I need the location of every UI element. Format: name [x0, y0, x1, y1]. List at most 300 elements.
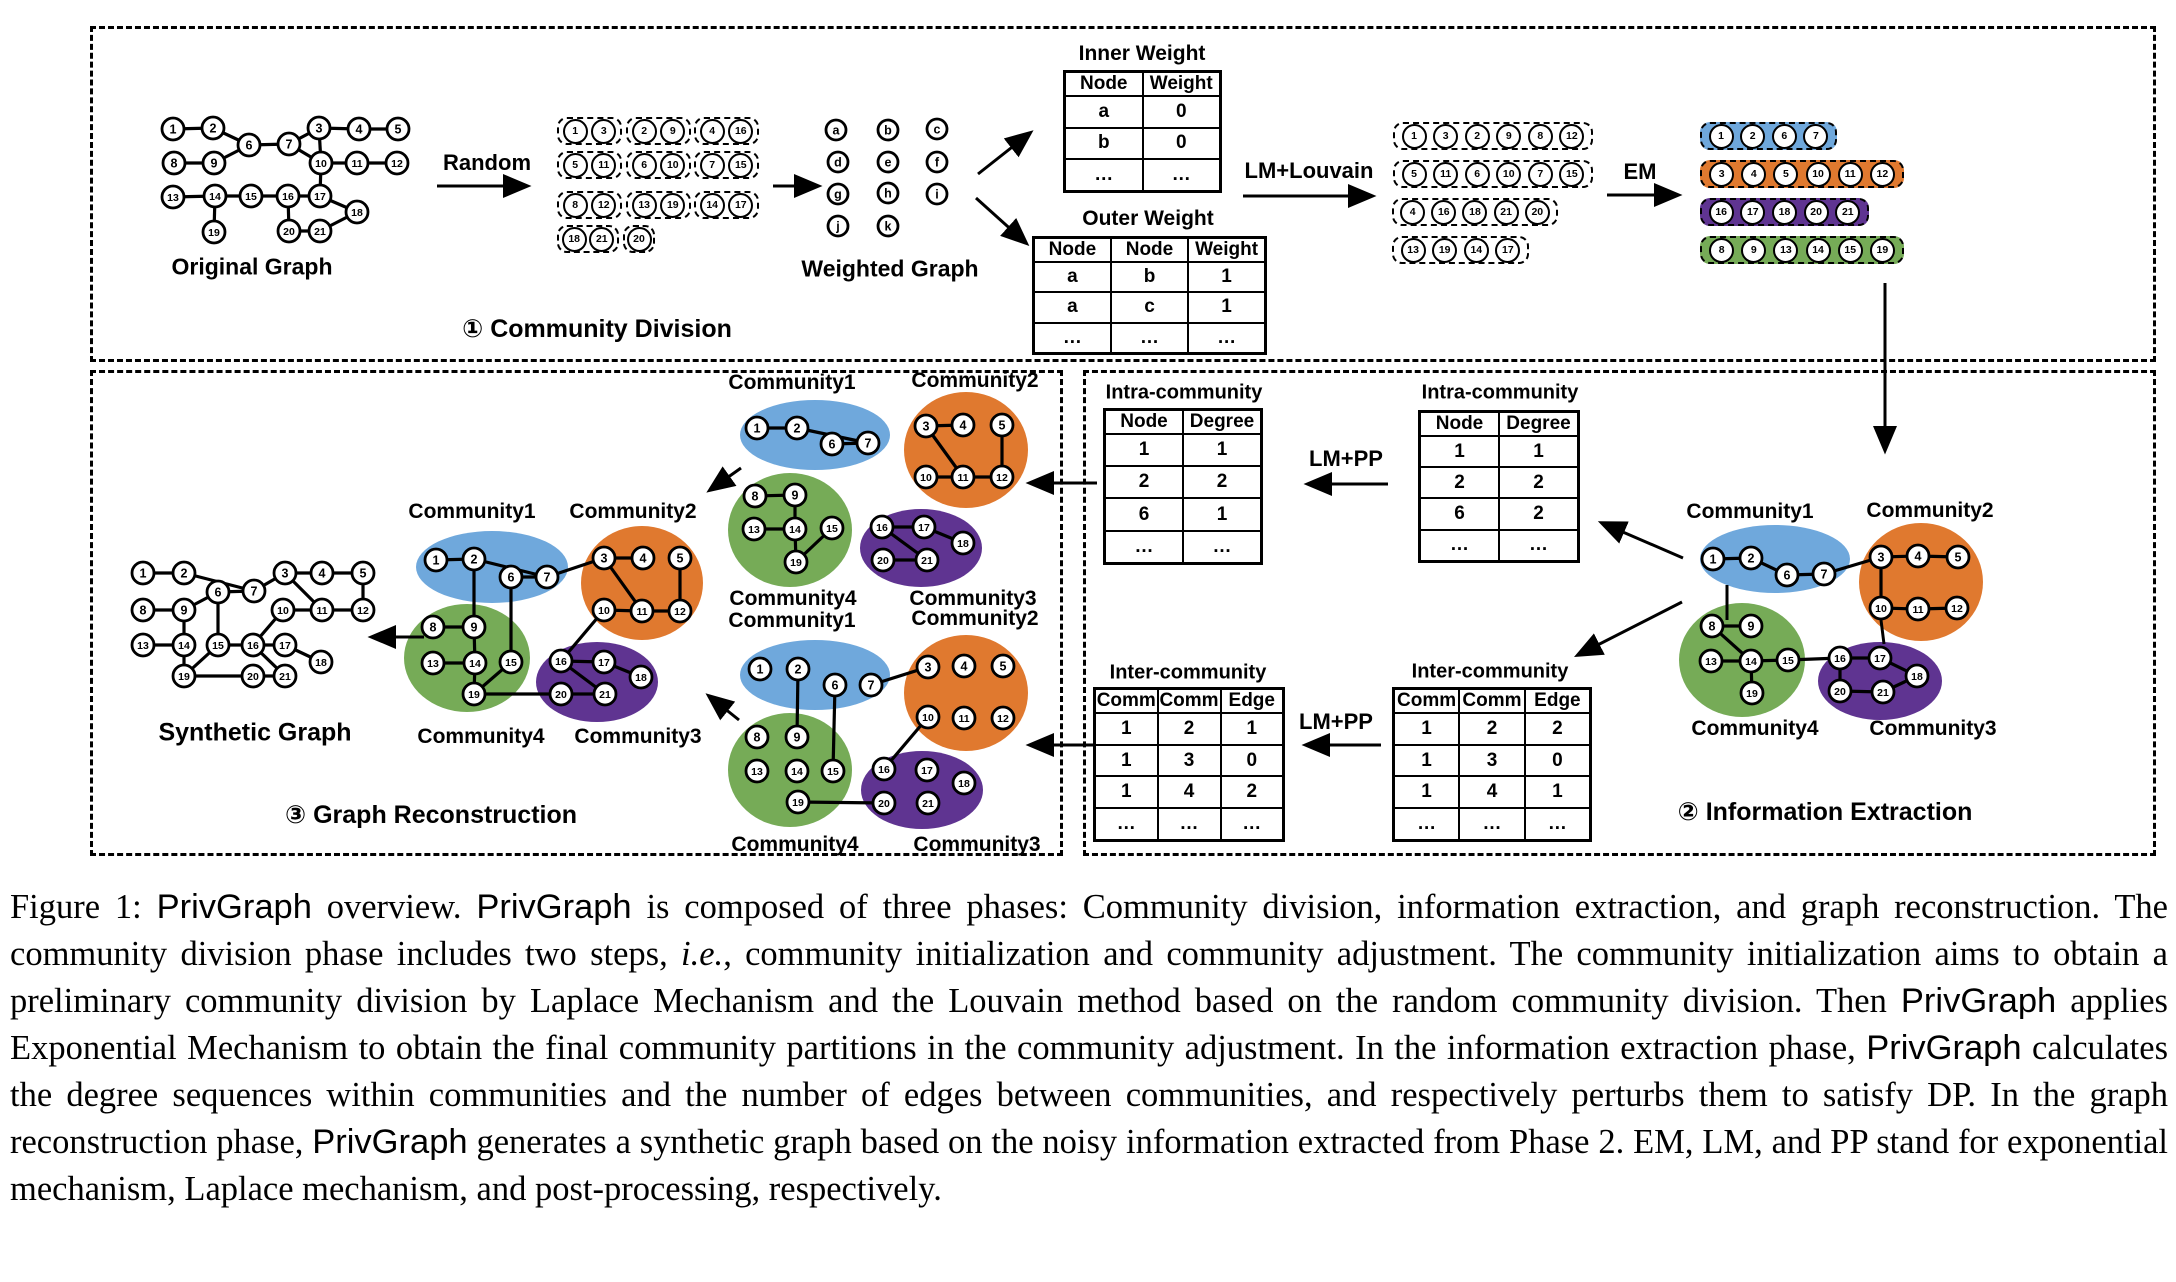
graph-node-label: 2 [1747, 551, 1755, 566]
graph-node-label: 8 [170, 156, 178, 171]
table-cell: 1 [1188, 262, 1265, 292]
phase2-community3-label: Community3 [1869, 717, 1997, 740]
table-cell: 2 [1499, 467, 1579, 498]
graph-node-label: 14 [789, 523, 801, 536]
graph-node-label: 14 [1745, 655, 1757, 668]
graph-node-label: 11 [958, 712, 970, 725]
node-chip: 9 [1741, 238, 1766, 263]
graph-node-label: 19 [178, 670, 190, 683]
graph-node-label: 18 [635, 671, 647, 684]
table-cell: b [1111, 262, 1188, 292]
caption-segment: i.e. [681, 935, 724, 973]
graph-node-label: 17 [314, 190, 326, 203]
node-chip: 12 [1870, 162, 1895, 187]
graph-node-label: 10 [920, 471, 932, 484]
graph-node-label: 2 [209, 121, 217, 136]
node-chip: 16 [1431, 200, 1456, 225]
graph-node-label: 12 [1951, 602, 1963, 615]
table-header-row [1095, 689, 1284, 714]
table-cell: 1 [1105, 434, 1184, 466]
inter-community-table-noisy [1093, 687, 1285, 842]
intra-right-title: Intra-community [1421, 381, 1579, 404]
table-row [1394, 808, 1591, 840]
graph-node-label: 14 [469, 657, 481, 670]
graph-node-label: 16 [878, 763, 890, 776]
phase3-title: ③ Graph Reconstruction [284, 801, 578, 829]
louvain-node-group [1392, 236, 1529, 264]
table-header-row [1065, 72, 1221, 97]
graph-node-label: 3 [600, 551, 608, 566]
node-chip: 16 [728, 119, 753, 144]
table-cell: 1 [1095, 776, 1158, 808]
table-cell: 0 [1525, 745, 1591, 777]
caption-segment: PrivGraph [1866, 1029, 2022, 1067]
table-header-cell: Weight [1188, 238, 1265, 263]
table-row [1105, 466, 1262, 498]
table-cell: 1 [1095, 745, 1158, 777]
node-chip: 21 [1494, 200, 1519, 225]
graph-node-label: 16 [555, 655, 567, 668]
graph-node-label: 8 [751, 489, 759, 504]
table-cell: 4 [1459, 776, 1525, 808]
node-chip: 6 [1772, 124, 1797, 149]
table-header-cell: Node [1111, 238, 1188, 263]
em-node-group [1700, 160, 1904, 188]
graph-node-label: 3 [315, 121, 323, 136]
table-cell: … [1095, 808, 1158, 840]
node-chip: 15 [728, 153, 753, 178]
node-chip: 11 [1838, 162, 1863, 187]
table-cell: … [1188, 323, 1265, 354]
graph-node-label: 12 [391, 157, 403, 170]
graph-node-label: 15 [505, 656, 517, 669]
table-row [1420, 467, 1579, 498]
node-chip: 13 [632, 193, 657, 218]
table-cell: a [1065, 96, 1143, 128]
graph-node-label: 4 [960, 659, 968, 674]
graph-node-label: 9 [210, 156, 218, 171]
table-header-row [1105, 410, 1262, 435]
graph-node-label: 9 [470, 620, 478, 635]
graph-node-label: 20 [247, 670, 259, 683]
graph-node-label: 17 [1874, 652, 1886, 665]
graph-node-label: 8 [1708, 619, 1716, 634]
table-cell: 1 [1525, 776, 1591, 808]
phase1-title: ① Community Division [462, 315, 732, 343]
caption-segment: , community initialization and community adjustment. The community initialization aims to obtain a preliminary community division by Laplace Mechanism and the Louvain method based on the random community division. Then [10, 935, 2168, 1020]
table-cell: 0 [1143, 128, 1221, 160]
node-chip: 21 [589, 227, 614, 252]
table-cell: … [1420, 530, 1500, 562]
phase2-community4-label: Community4 [1691, 717, 1819, 740]
node-chip: 17 [728, 193, 753, 218]
table-row [1105, 498, 1262, 530]
graph-node-label: 2 [794, 662, 802, 677]
table-header-cell: Node [1065, 72, 1143, 97]
node-chip: 10 [660, 153, 685, 178]
node-chip: 13 [1401, 238, 1426, 263]
table-cell: … [1183, 531, 1262, 564]
node-chip: 5 [1402, 162, 1427, 187]
table-header-cell: Comm [1159, 690, 1219, 711]
graph-node-label: 7 [864, 436, 872, 451]
graph-node-label: 11 [351, 157, 363, 170]
table-cell: 0 [1221, 745, 1284, 777]
graph-node-label: 9 [791, 488, 799, 503]
table-header-cell: Edge [1221, 689, 1284, 714]
graph-node-label: 16 [1834, 652, 1846, 665]
graph-node-label: 12 [357, 604, 369, 617]
table-header-cell: Degree [1183, 410, 1262, 435]
table-cell: … [1459, 808, 1525, 840]
graph-node-label: 9 [1747, 619, 1755, 634]
node-chip: 18 [1462, 200, 1487, 225]
graph-node-label: 6 [828, 437, 836, 452]
graph-node-label: 6 [245, 138, 253, 153]
table-row [1065, 128, 1221, 160]
graph-node-label: 14 [791, 765, 803, 778]
table-cell: 1 [1183, 434, 1262, 466]
outer-weight-table [1032, 236, 1267, 355]
node-chip: 12 [591, 193, 616, 218]
graph-node-label: 7 [1820, 567, 1828, 582]
inter-lm-pp-label: LM+PP [1299, 709, 1373, 734]
table-cell: 1 [1188, 292, 1265, 322]
random-node-group [626, 191, 691, 219]
table-header-cell: Weight [1143, 72, 1221, 97]
p3-intra-community2-label: Community2 [911, 369, 1039, 392]
node-chip: 20 [627, 227, 652, 252]
graph-node-label: 16 [876, 521, 888, 534]
p3-intra-community4-label: Community4 [729, 587, 857, 610]
graph-node-label: b [884, 123, 892, 138]
graph-node-label: 7 [285, 137, 293, 152]
node-chip: 3 [1433, 124, 1458, 149]
graph-node-label: 21 [279, 670, 291, 683]
table-row [1420, 530, 1579, 562]
graph-node-label: 7 [867, 678, 875, 693]
intra-community-table-noisy [1103, 408, 1263, 565]
graph-node-label: 6 [507, 570, 515, 585]
graph-node-label: 1 [139, 566, 147, 581]
table-cell: … [1158, 808, 1221, 840]
intra-lm-pp-label: LM+PP [1309, 446, 1383, 471]
graph-node-label: 19 [208, 226, 220, 239]
p3-inter-community4-label: Community4 [731, 833, 859, 856]
graph-node-label: 21 [314, 225, 326, 238]
graph-node-label: 12 [674, 605, 686, 618]
node-chip: 19 [660, 193, 685, 218]
graph-node-label: f [934, 155, 940, 170]
table-cell: … [1105, 531, 1184, 564]
combined-community1-label: Community1 [408, 500, 536, 523]
graph-node-label: 18 [315, 656, 327, 669]
graph-node-label: 5 [999, 659, 1007, 674]
table-cell: 1 [1095, 713, 1158, 745]
caption-segment: PrivGraph [312, 1123, 468, 1161]
graph-node-label: 17 [598, 656, 610, 669]
p3-inter-community3-label: Community3 [913, 833, 1041, 856]
graph-node-label: 5 [394, 122, 402, 137]
graph-node-label: 20 [555, 688, 567, 701]
graph-node-label: h [884, 186, 892, 201]
node-chip: 12 [1559, 124, 1584, 149]
figure-caption [10, 884, 2168, 1213]
graph-node-label: 20 [877, 554, 889, 567]
graph-node-label: 17 [921, 764, 933, 777]
node-chip: 2 [1740, 124, 1765, 149]
em-label: EM [1623, 159, 1657, 184]
p3-intra-community1-label: Community1 [728, 371, 856, 394]
phase2-title: ② Information Extraction [1677, 798, 1973, 826]
graph-node-label: 1 [1709, 552, 1717, 567]
node-chip: 1 [563, 119, 588, 144]
table-row [1420, 498, 1579, 529]
graph-node-label: 15 [827, 765, 839, 778]
random-node-group [557, 191, 622, 219]
node-chip: 11 [591, 153, 616, 178]
table-cell: 2 [1105, 466, 1184, 498]
node-chip: 8 [1528, 124, 1553, 149]
node-chip: 14 [700, 193, 725, 218]
phase2-community1-label: Community1 [1686, 500, 1814, 523]
node-chip: 9 [660, 119, 685, 144]
combined-community4-label: Community4 [417, 725, 545, 748]
phase2-community2-label: Community2 [1866, 499, 1994, 522]
graph-node-label: 21 [1877, 686, 1889, 699]
table-row [1095, 745, 1284, 777]
node-chip: 7 [700, 153, 725, 178]
table-cell: b [1065, 128, 1143, 160]
graph-node-label: 14 [209, 190, 221, 203]
node-chip: 9 [1496, 124, 1521, 149]
node-chip: 17 [1740, 200, 1765, 225]
graph-node-label: c [933, 122, 941, 137]
table-cell: … [1143, 159, 1221, 191]
table-cell: 2 [1499, 498, 1579, 529]
caption-segment: generates a synthetic graph based on the noisy information extracted from Phase 2. EM, LM, and PP stand for exponential mechanism, Laplace mechanism, and post-processing, respectively. [10, 1123, 2168, 1208]
em-node-group [1700, 236, 1904, 264]
table-row [1095, 713, 1284, 745]
graph-node-label: 15 [212, 639, 224, 652]
graph-node-label: 13 [751, 765, 763, 778]
node-chip: 16 [1709, 200, 1734, 225]
graph-node-label: 16 [247, 639, 259, 652]
graph-node-label: 3 [1877, 550, 1885, 565]
graph-node-label: 3 [922, 419, 930, 434]
node-chip: 7 [1803, 124, 1828, 149]
p3-inter-community2-label: Community2 [911, 607, 1039, 630]
graph-node-label: 10 [277, 604, 289, 617]
graph-node-label: 7 [543, 570, 551, 585]
graph-node-label: j [836, 219, 840, 234]
graph-node-label: 10 [315, 157, 327, 170]
table-header-cell: Node [1105, 410, 1184, 435]
table-cell: 0 [1143, 96, 1221, 128]
graph-node-label: 6 [831, 678, 839, 693]
node-chip: 11 [1433, 162, 1458, 187]
graph-node-label: 17 [918, 521, 930, 534]
node-chip: 13 [1773, 238, 1798, 263]
graph-node-label: 4 [1914, 549, 1922, 564]
graph-node-label: 4 [639, 551, 647, 566]
node-chip: 18 [562, 227, 587, 252]
table-cell: 1 [1183, 498, 1262, 530]
graph-node-label: 10 [1875, 602, 1887, 615]
graph-node-label: 18 [957, 537, 969, 550]
caption-segment: PrivGraph [476, 888, 632, 926]
table-cell: … [1499, 530, 1579, 562]
caption-segment: overview. [311, 888, 477, 926]
graph-node-label: 11 [636, 605, 648, 618]
node-chip: 17 [1495, 238, 1520, 263]
graph-node-label: 3 [924, 660, 932, 675]
node-chip: 19 [1870, 238, 1895, 263]
graph-node-label: 18 [1911, 670, 1923, 683]
graph-node-label: 13 [137, 639, 149, 652]
table-cell: 2 [1459, 713, 1525, 745]
table-cell: 1 [1394, 713, 1460, 745]
em-node-group [1700, 198, 1869, 226]
graph-node-label: 12 [996, 471, 1008, 484]
graph-node-label: 5 [1954, 550, 1962, 565]
random-node-group [626, 117, 691, 145]
table-row [1095, 776, 1284, 808]
graph-node-label: i [935, 187, 939, 202]
graph-node-label: 15 [1782, 654, 1794, 667]
graph-node-label: 8 [753, 730, 761, 745]
graph-node-label: 10 [922, 711, 934, 724]
node-chip: 7 [1528, 162, 1553, 187]
table-row [1065, 96, 1221, 128]
table-header-row [1394, 689, 1591, 714]
graph-node-label: 3 [281, 566, 289, 581]
random-node-group [694, 191, 759, 219]
em-node-group [1700, 122, 1837, 150]
graph-node-label: 12 [997, 712, 1009, 725]
table-cell: 3 [1158, 745, 1221, 777]
graph-node-label: 5 [359, 566, 367, 581]
graph-node-label: 1 [756, 662, 764, 677]
caption-segment: calculates the degree sequences within communities and the number of edges between communities, and respectively perturbs them to satisfy DP. In the graph reconstruction phase, [10, 1029, 2169, 1161]
louvain-node-group [1393, 122, 1593, 150]
random-node-group [694, 117, 759, 145]
table-cell: 1 [1420, 436, 1500, 467]
graph-node-label: 15 [826, 522, 838, 535]
table-header-cell: Comm [1459, 689, 1525, 714]
graph-node-label: 4 [355, 122, 363, 137]
graph-node-label: 13 [167, 191, 179, 204]
node-chip: 15 [1838, 238, 1863, 263]
graph-node-label: 20 [1834, 685, 1846, 698]
graph-node-label: 5 [676, 551, 684, 566]
random-node-group [623, 225, 655, 253]
graph-node-label: 19 [792, 796, 804, 809]
table-header-cell: Node [1420, 412, 1500, 437]
table-row [1105, 531, 1262, 564]
louvain-node-group [1393, 160, 1593, 188]
graph-node-label: 19 [468, 688, 480, 701]
node-chip: 14 [1464, 238, 1489, 263]
random-label: Random [443, 150, 531, 175]
random-node-group [694, 151, 759, 179]
node-chip: 3 [591, 119, 616, 144]
table-cell: 2 [1183, 466, 1262, 498]
table-row [1034, 323, 1266, 354]
table-cell: … [1525, 808, 1591, 840]
table-row [1095, 808, 1284, 840]
random-node-group [557, 225, 619, 253]
table-row [1065, 159, 1221, 191]
caption-segment: Figure 1: [10, 888, 157, 926]
inner-weight-table [1063, 70, 1222, 193]
inter-community-table [1392, 687, 1592, 842]
node-chip: 4 [700, 119, 725, 144]
node-chip: 1 [1709, 124, 1734, 149]
table-cell: … [1065, 159, 1143, 191]
table-cell: … [1394, 808, 1460, 840]
table-header-cell: Comm [1394, 689, 1460, 714]
node-chip: 6 [1465, 162, 1490, 187]
graph-node-label: g [834, 187, 842, 202]
caption-segment: applies Exponential Mechanism to obtain the final community partitions in the community adjustment. In the information extraction phase, [10, 982, 2168, 1067]
graph-node-label: 9 [180, 603, 188, 618]
random-node-group [557, 117, 622, 145]
table-cell: 4 [1158, 776, 1221, 808]
table-cell: 6 [1420, 498, 1500, 529]
graph-node-label: 1 [753, 421, 761, 436]
graph-node-label: 18 [958, 777, 970, 790]
table-cell: … [1111, 323, 1188, 354]
graph-node-label: 2 [180, 566, 188, 581]
random-node-group [626, 151, 691, 179]
graph-node-label: 11 [1912, 603, 1924, 616]
intra-left-title: Intra-community [1105, 381, 1263, 404]
graph-node-label: 21 [599, 688, 611, 701]
graph-node-label: 1 [432, 553, 440, 568]
synthetic-graph-label: Synthetic Graph [158, 718, 352, 747]
louvain-node-group [1392, 198, 1558, 226]
graph-node-label: 15 [245, 190, 257, 203]
table-header-cell: Node [1034, 238, 1111, 263]
graph-node-label: 4 [318, 566, 326, 581]
table-cell: 6 [1105, 498, 1184, 530]
node-chip: 19 [1432, 238, 1457, 263]
graph-node-label: 19 [790, 556, 802, 569]
table-cell: … [1034, 323, 1111, 354]
outer-weight-title: Outer Weight [1082, 207, 1214, 230]
node-chip: 18 [1772, 200, 1797, 225]
graph-node-label: a [832, 123, 840, 138]
graph-node-label: 13 [427, 657, 439, 670]
graph-node-label: 8 [139, 603, 147, 618]
node-chip: 4 [1400, 200, 1425, 225]
graph-node-label: 13 [748, 523, 760, 536]
graph-node-label: 18 [351, 206, 363, 219]
graph-node-label: 16 [282, 190, 294, 203]
graph-node-label: 11 [316, 604, 328, 617]
intra-community-table [1418, 410, 1580, 563]
graph-node-label: 20 [283, 225, 295, 238]
table-cell: 2 [1158, 713, 1221, 745]
node-chip: 5 [563, 153, 588, 178]
node-chip: 4 [1741, 162, 1766, 187]
node-chip: 2 [632, 119, 657, 144]
table-cell: 1 [1394, 745, 1460, 777]
caption-segment: is composed of three phases: Community division, information extraction, and graph reconstruction. The community division phase includes two steps, [10, 888, 2168, 973]
graph-node-label: 14 [178, 639, 190, 652]
table-cell: 2 [1221, 776, 1284, 808]
